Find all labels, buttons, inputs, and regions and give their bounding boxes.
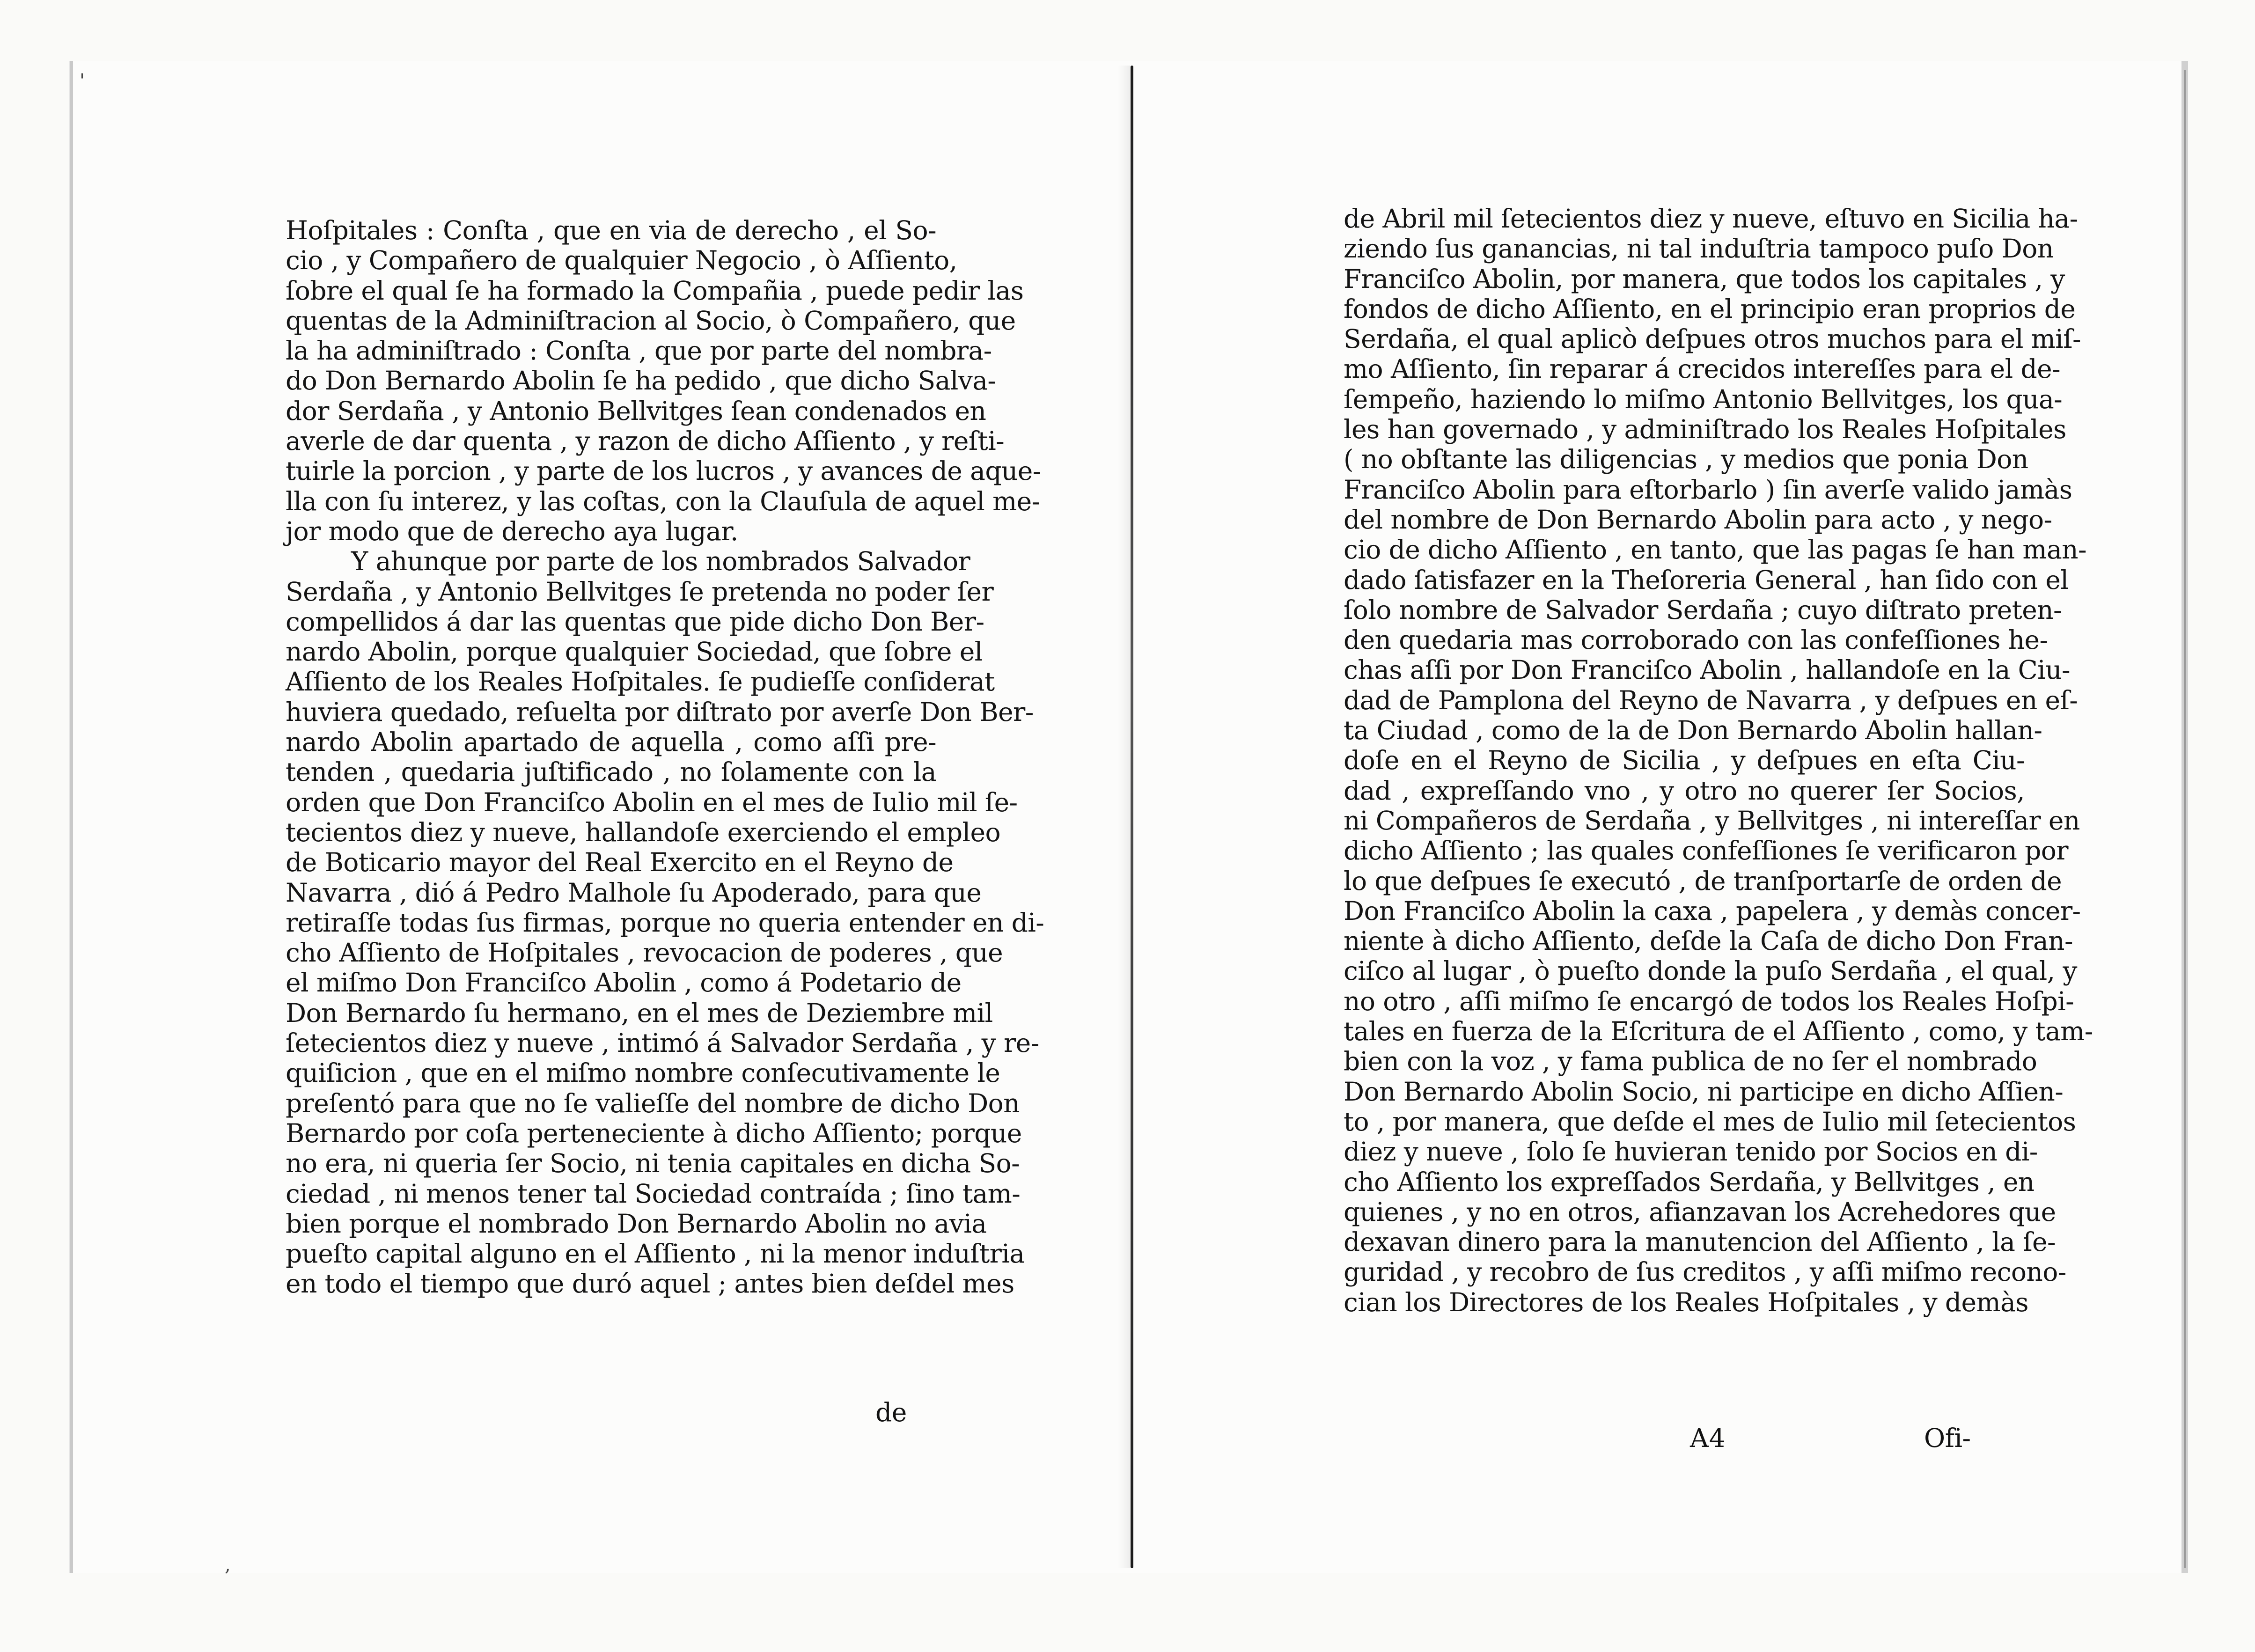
text-line: Navarra , dió á Pedro Malhole ſu Apoderado, para que [286, 877, 982, 908]
text-line: de Abril mil ſetecientos diez y nueve, eſtuvo en Sicilia ha- [1344, 204, 2078, 234]
text-line: ſolo nombre de Salvador Serdaña ; cuyo diſtrato preten- [1344, 595, 2062, 625]
page-mark-bottom-left: , [225, 1554, 231, 1576]
text-line: ſobre el qual ſe ha formado la Compañia , puede pedir las [286, 275, 1024, 306]
text-line: Don Bernardo Abolin Socio, ni participe en dicho Aſſien- [1344, 1076, 2064, 1107]
text-line: Serdaña , y Antonio Bellvitges ſe pretenda no poder ſer [286, 576, 994, 607]
text-line: chas aſſi por Don Franciſco Abolin , hallandoſe en la Ciu- [1344, 655, 2070, 685]
text-line: nardo Abolin, porque qualquier Sociedad, que ſobre el [286, 637, 983, 667]
text-line: el miſmo Don Franciſco Abolin , como á Podetario de [286, 968, 962, 998]
text-line: dad , expreſſando vno , y otro no querer ſer Socios, [1344, 775, 2025, 806]
text-line: cho Aſſiento los expreſſados Serdaña, y Bellvitges , en [1344, 1167, 2035, 1197]
text-line: dado ſatisfazer en la Theſoreria General , han ſido con el [1344, 565, 2069, 595]
text-line: cian los Directores de los Reales Hoſpitales , y demàs [1344, 1287, 2028, 1317]
text-line: Bernardo por coſa perteneciente à dicho Aſſiento; porque [286, 1118, 1022, 1148]
text-line: guridad , y recobro de ſus creditos , y aſſi miſmo recono- [1344, 1257, 2066, 1287]
text-line: niente à dicho Aſſiento, deſde la Caſa de dicho Don Fran- [1344, 926, 2073, 956]
book-gutter [1131, 66, 1133, 1568]
text-line: Aſſiento de los Reales Hoſpitales. ſe pudieſſe conſiderat [286, 667, 995, 697]
text-line: mo Aſſiento, ſin reparar á crecidos intereſſes para el de- [1344, 354, 2061, 384]
right-page-edge [2184, 70, 2186, 1568]
text-line: lo que deſpues ſe executó , de tranſportarſe de orden de [1344, 866, 2062, 896]
text-line: bien porque el nombrado Don Bernardo Abolin no avia [286, 1208, 987, 1239]
text-line: Don Franciſco Abolin la caxa , papelera , y demàs concer- [1344, 896, 2081, 926]
text-line: Franciſco Abolin para eſtorbarlo ) ſin averſe valido jamàs [1344, 474, 2072, 505]
text-line: quiſicion , que en el miſmo nombre conſecutivamente le [286, 1058, 1000, 1088]
text-line: ziendo ſus ganancias, ni tal induſtria tampoco puſo Don [1344, 234, 2054, 264]
text-line: cio , y Compañero de qualquier Negocio , ò Aſſiento, [286, 245, 957, 276]
text-line: dicho Aſſiento ; las quales confeſſiones ſe verificaron por [1344, 836, 2068, 866]
text-line: cio de dicho Aſſiento , en tanto, que las pagas ſe han man- [1344, 535, 2086, 565]
text-line: de Boticario mayor del Real Exercito en el Reyno de [286, 847, 954, 878]
text-line: to , por manera, que deſde el mes de Iulio mil ſetecientos [1344, 1106, 2076, 1137]
text-line: den quedaria mas corroborado con las confeſſiones he- [1344, 625, 2048, 655]
left-page-text [286, 215, 1044, 1299]
text-line: del nombre de Don Bernardo Abolin para acto , y nego- [1344, 504, 2052, 535]
text-line: ſetecientos diez y nueve , intimó á Salvador Serdaña , y re- [286, 1028, 1039, 1058]
text-line: dexavan dinero para la manutencion del Aſſiento , la ſe- [1344, 1227, 2056, 1257]
text-line: Don Bernardo ſu hermano, en el mes de Deziembre mil [286, 998, 993, 1028]
right-page-text [1344, 204, 2093, 1317]
text-line: doſe en el Reyno de Sicilia , y deſpues en eſta Ciu- [1344, 745, 2025, 776]
signature-mark: A4 [1690, 1423, 1726, 1453]
text-line: pueſto capital alguno en el Aſſiento , ni la menor induſtria [286, 1239, 1025, 1269]
text-line: no otro , aſſi miſmo ſe encargó de todos los Reales Hoſpi- [1344, 986, 2074, 1016]
text-line: no era, ni queria ſer Socio, ni tenia capitales en dicha So- [286, 1148, 1020, 1179]
text-line: orden que Don Franciſco Abolin en el mes de Iulio mil ſe- [286, 787, 1018, 817]
page-mark-top-left: ' [80, 70, 85, 92]
text-line: ni Compañeros de Serdaña , y Bellvitges , ni intereſſar en [1344, 805, 2080, 836]
text-line: compellidos á dar las quentas que pide dicho Don Ber- [286, 606, 984, 637]
text-line: ( no obſtante las diligencias , y medios que ponia Don [1344, 444, 2028, 475]
text-line: nardo Abolin apartado de aquella , como aſſi pre- [286, 727, 936, 757]
text-line: do Don Bernardo Abolin ſe ha pedido , que dicho Salva- [286, 366, 996, 396]
text-line: diez y nueve , ſolo ſe huvieran tenido por Socios en di- [1344, 1137, 2038, 1167]
text-line: dad de Pamplona del Reyno de Navarra , y deſpues en eſ- [1344, 685, 2078, 715]
text-line: tales en fuerza de la Eſcritura de el Aſſiento , como, y tam- [1344, 1016, 2093, 1047]
text-line: quentas de la Adminiſtracion al Socio, ò Compañero, que [286, 305, 1016, 336]
text-line: les han governado , y adminiſtrado los Reales Hoſpitales [1344, 414, 2066, 445]
text-line: Y ahunque por parte de los nombrados Salvador [351, 546, 970, 577]
text-line: tuirle la porcion , y parte de los lucros , y avances de aque- [286, 456, 1041, 486]
text-line: quienes , y no en otros, afianzavan los Acrehedores que [1344, 1197, 2056, 1227]
text-line: lla con ſu interez, y las coſtas, con la Clauſula de aquel me- [286, 486, 1040, 516]
text-line: Serdaña, el qual aplicò deſpues otros muchos para el miſ- [1344, 324, 2081, 354]
text-line: Hoſpitales : Conſta , que en via de derecho , el So- [286, 215, 936, 245]
text-line: ciedad , ni menos tener tal Sociedad contraída ; ſino tam- [286, 1178, 1021, 1209]
text-line: ſempeño, haziendo lo miſmo Antonio Bellvitges, los qua- [1344, 384, 2063, 414]
text-line: tenden , quedaria juſtificado , no ſolamente con la [286, 757, 936, 787]
text-line: dor Serdaña , y Antonio Bellvitges ſean condenados en [286, 396, 986, 426]
text-line: Franciſco Abolin, por manera, que todos los capitales , y [1344, 264, 2065, 294]
text-line: en todo el tiempo que duró aquel ; antes bien deſdel mes [286, 1269, 1014, 1299]
left-catchword: de [875, 1397, 907, 1427]
text-line: jor modo que de derecho aya lugar. [286, 516, 738, 546]
right-catchword: Ofi- [1924, 1423, 1971, 1453]
text-line: huviera quedado, reſuelta por diſtrato por averſe Don Ber- [286, 697, 1034, 727]
gutter-shadow [1118, 66, 1130, 1568]
text-line: fondos de dicho Aſſiento, en el principio eran proprios de [1344, 294, 2076, 324]
text-line: ta Ciudad , como de la de Don Bernardo Abolin hallan- [1344, 715, 2042, 746]
text-line: preſentó para que no ſe valieſſe del nombre de dicho Don [286, 1088, 1020, 1118]
text-line: cho Aſſiento de Hoſpitales , revocacion de poderes , que [286, 938, 1003, 968]
text-line: ciſco al lugar , ò pueſto donde la puſo Serdaña , el qual, y [1344, 956, 2077, 986]
text-line: tecientos diez y nueve, hallandoſe exerciendo el empleo [286, 817, 1000, 847]
text-line: retiraſſe todas ſus firmas, porque no queria entender en di- [286, 907, 1044, 938]
text-line: averle de dar quenta , y razon de dicho Aſſiento , y reſti- [286, 426, 1005, 456]
text-line: bien con la voz , y fama publica de no ſer el nombrado [1344, 1046, 2037, 1077]
text-line: la ha adminiſtrado : Conſta , que por parte del nombra- [286, 336, 992, 366]
